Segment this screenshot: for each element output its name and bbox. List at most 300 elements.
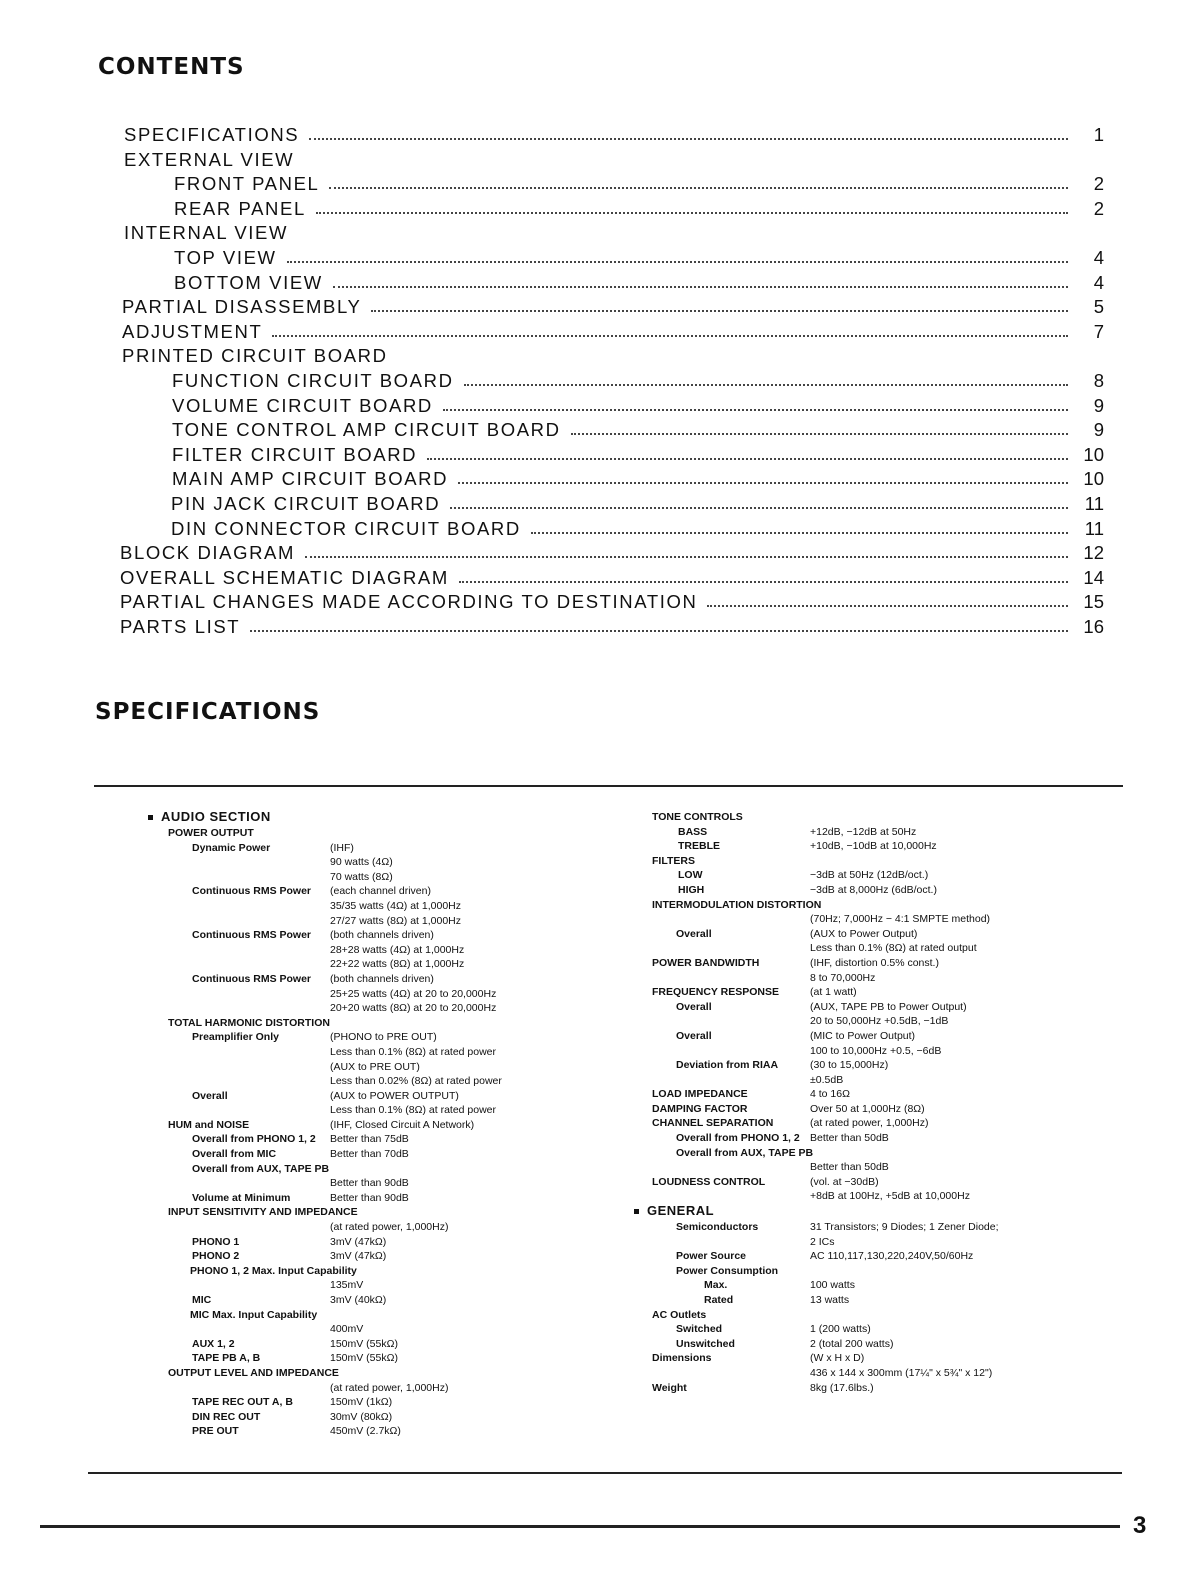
toc-entry [171, 516, 1104, 540]
spec-row [632, 1116, 1102, 1131]
spec-label-text: GENERAL [647, 1203, 715, 1219]
spec-label [192, 1293, 211, 1308]
spec-label-text: PHONO 1 [192, 1235, 240, 1248]
toc-entry [120, 565, 1104, 589]
spec-row [148, 1176, 608, 1191]
spec-label [678, 883, 704, 898]
spec-label-text: Overall from PHONO 1, 2 [192, 1133, 316, 1146]
spec-label-text: Overall from MIC [192, 1148, 277, 1161]
spec-value: (at rated power, 1,000Hz) [330, 1381, 449, 1394]
toc-entry [172, 368, 1104, 392]
spec-value: 400mV [330, 1323, 364, 1336]
spec-column-left [148, 810, 608, 1439]
spec-row [632, 1000, 1102, 1015]
bottom-divider [88, 1472, 1122, 1474]
toc-entry-page: 4 [1093, 247, 1104, 268]
spec-label [652, 810, 743, 825]
spec-label-text: CHANNEL SEPARATION [652, 1117, 774, 1130]
spec-row [148, 841, 608, 856]
spec-value: 3mV (47kΩ) [330, 1250, 387, 1263]
spec-row [148, 1308, 608, 1323]
spec-label-text: Overall from AUX, TAPE PB [192, 1162, 330, 1175]
spec-row [632, 1189, 1102, 1204]
spec-row [148, 914, 608, 929]
spec-label [168, 1366, 339, 1381]
spec-row [148, 1249, 608, 1264]
bullet-icon [148, 815, 153, 820]
toc-entry [124, 122, 1104, 146]
toc-entry-page: 1 [1093, 124, 1104, 145]
spec-row [148, 1132, 608, 1147]
spec-label [652, 1381, 687, 1396]
spec-value: 20 to 50,000Hz +0.5dB, −1dB [810, 1015, 949, 1028]
spec-row [632, 1058, 1102, 1073]
spec-value: Better than 75dB [330, 1133, 409, 1146]
toc-dot-leader [309, 137, 1068, 140]
spec-label [676, 1000, 712, 1015]
toc-entry-label: VOLUME CIRCUIT BOARD [172, 394, 433, 416]
spec-label-text: INTERMODULATION DISTORTION [652, 898, 822, 911]
spec-row [148, 1001, 608, 1016]
toc-entry-label: FUNCTION CIRCUIT BOARD [172, 370, 454, 391]
spec-row [148, 928, 608, 943]
spec-label [652, 1308, 706, 1323]
toc-entry-page: 7 [1093, 320, 1104, 342]
spec-label [168, 826, 254, 841]
toc-dot-leader [287, 260, 1068, 263]
toc-entry [120, 540, 1104, 564]
spec-label [190, 1264, 357, 1279]
spec-row [148, 1381, 608, 1396]
spec-row [148, 1089, 608, 1104]
spec-row [632, 868, 1102, 883]
spec-label [652, 1087, 748, 1102]
spec-row [148, 1074, 608, 1089]
spec-label-text: Overall [676, 1029, 712, 1042]
spec-row [148, 1410, 608, 1425]
toc-dot-leader [371, 309, 1068, 312]
spec-label-text: POWER OUTPUT [168, 827, 254, 839]
spec-label-text: LOUDNESS CONTROL [652, 1175, 766, 1188]
toc-entry-label: INTERNAL VIEW [124, 222, 289, 244]
spec-label-text: OUTPUT LEVEL AND IMPEDANCE [168, 1366, 339, 1379]
spec-row [632, 985, 1102, 1000]
spec-value: (30 to 15,000Hz) [810, 1059, 889, 1072]
bullet-icon [634, 1209, 639, 1214]
spec-label-text: Rated [704, 1294, 734, 1306]
toc-entry-label: ADJUSTMENT [122, 320, 263, 342]
spec-row [632, 1146, 1102, 1161]
toc-entry-page: 15 [1083, 591, 1104, 613]
toc-entry-page: 11 [1084, 493, 1104, 514]
toc-entry-page: 10 [1083, 443, 1104, 465]
spec-label-text: PHONO 2 [192, 1250, 240, 1263]
spec-label [676, 1264, 778, 1279]
spec-label [192, 1191, 290, 1206]
spec-label [676, 927, 712, 942]
spec-row [148, 943, 608, 958]
spec-value: 22+22 watts (8Ω) at 1,000Hz [330, 958, 465, 971]
spec-row [148, 1293, 608, 1308]
spec-label-text: Overall from PHONO 1, 2 [676, 1132, 800, 1145]
spec-label-text: Volume at Minimum [192, 1191, 291, 1204]
toc-entry-page: 12 [1083, 542, 1104, 564]
spec-value: Over 50 at 1,000Hz (8Ω) [810, 1102, 925, 1115]
spec-label-text: DAMPING FACTOR [652, 1102, 748, 1115]
spec-value: (each channel driven) [330, 885, 431, 898]
spec-label [192, 1410, 260, 1425]
spec-row [148, 972, 608, 987]
spec-value: (MIC to Power Output) [810, 1029, 916, 1042]
toc-entry [172, 417, 1104, 441]
spec-value: (PHONO to PRE OUT) [330, 1031, 437, 1044]
toc-dot-leader [316, 211, 1068, 214]
spec-label [676, 1322, 722, 1337]
toc-entry-page: 8 [1093, 370, 1104, 391]
spec-row [632, 1029, 1102, 1044]
toc-dot-leader [450, 506, 1068, 509]
toc-entry [120, 614, 1104, 638]
spec-value: 13 watts [810, 1294, 850, 1306]
spec-label-text: Preamplifier Only [192, 1031, 279, 1044]
spec-label-text: POWER BANDWIDTH [652, 956, 760, 969]
spec-label [192, 1162, 329, 1177]
spec-label-text: Overall from AUX, TAPE PB [676, 1146, 814, 1159]
toc-entry [122, 319, 1104, 343]
toc-entry [172, 442, 1104, 466]
spec-row [148, 899, 608, 914]
spec-label-text: Semiconductors [676, 1221, 759, 1234]
spec-row [632, 1014, 1102, 1029]
spec-row [148, 1045, 608, 1060]
spec-row [632, 956, 1102, 971]
spec-label [192, 1030, 279, 1045]
spec-row [632, 810, 1102, 825]
spec-label [192, 1089, 228, 1104]
spec-row [632, 1337, 1102, 1352]
spec-label [168, 1205, 358, 1220]
spec-row [632, 1220, 1102, 1235]
toc-entry-label: OVERALL SCHEMATIC DIAGRAM [120, 566, 449, 588]
spec-label-text: DIN REC OUT [192, 1410, 261, 1423]
spec-row [632, 839, 1102, 854]
toc-entry-label: FRONT PANEL [174, 173, 320, 195]
spec-value: (AUX, TAPE PB to Power Output) [810, 1000, 967, 1013]
spec-row [148, 987, 608, 1002]
spec-value: (AUX to PRE OUT) [330, 1060, 420, 1073]
spec-value: Less than 0.1% (8Ω) at rated output [810, 942, 977, 955]
toc-entry-label: MAIN AMP CIRCUIT BOARD [172, 468, 449, 490]
spec-label [704, 1293, 733, 1308]
toc-dot-leader [333, 285, 1068, 288]
spec-row [632, 1235, 1102, 1250]
spec-row [148, 1162, 608, 1177]
spec-value: 8 to 70,000Hz [810, 971, 876, 984]
toc-dot-leader [329, 186, 1068, 189]
spec-label-text: LOW [678, 869, 703, 882]
toc-entry-label: PARTIAL DISASSEMBLY [122, 296, 362, 318]
spec-label-text: Overall [676, 927, 712, 940]
spec-label [678, 868, 703, 883]
spec-row [148, 1424, 608, 1439]
spec-row [632, 927, 1102, 942]
spec-value: 35/35 watts (4Ω) at 1,000Hz [330, 899, 461, 912]
contents-title: CONTENTS [98, 54, 245, 80]
spec-label [192, 1147, 276, 1162]
toc-entry-label: EXTERNAL VIEW [124, 148, 295, 170]
spec-row [148, 1030, 608, 1045]
spec-value: 100 to 10,000Hz +0.5, −6dB [810, 1044, 942, 1057]
spec-label [192, 1132, 316, 1147]
spec-label-text: HUM and NOISE [168, 1118, 250, 1131]
toc-entry-page: 14 [1083, 566, 1104, 588]
spec-row [632, 971, 1102, 986]
toc-entry-page: 16 [1083, 616, 1104, 637]
spec-label [190, 1308, 317, 1323]
spec-label-text: Power Consumption [676, 1264, 779, 1277]
spec-row [148, 1147, 608, 1162]
spec-row [148, 1235, 608, 1250]
spec-label [652, 1351, 712, 1366]
spec-label-text: AC Outlets [652, 1308, 707, 1321]
spec-value: (vol. at −30dB) [810, 1175, 879, 1188]
spec-label [652, 1116, 773, 1131]
spec-row [632, 1278, 1102, 1293]
spec-label [676, 1249, 746, 1264]
spec-label-text: Max. [704, 1279, 728, 1292]
spec-label [652, 985, 779, 1000]
spec-value: 436 x 144 x 300mm (17¼" x 5¾" x 12") [810, 1366, 993, 1379]
spec-label [676, 1220, 758, 1235]
spec-row [148, 855, 608, 870]
spec-value: 2 ICs [810, 1235, 835, 1248]
toc-entry-label: TONE CONTROL AMP CIRCUIT BOARD [172, 419, 561, 441]
spec-row [632, 1351, 1102, 1366]
spec-row [148, 884, 608, 899]
spec-value: 20+20 watts (8Ω) at 20 to 20,000Hz [330, 1002, 497, 1015]
spec-row [148, 1366, 608, 1381]
spec-label [192, 928, 311, 943]
spec-row [632, 1308, 1102, 1323]
spec-label-text: LOAD IMPEDANCE [652, 1088, 748, 1101]
spec-label-text: FREQUENCY RESPONSE [652, 986, 779, 999]
spec-value: 150mV (55kΩ) [330, 1352, 398, 1365]
spec-value: 135mV [330, 1279, 364, 1292]
spec-label [652, 854, 695, 869]
spec-row [632, 1264, 1102, 1279]
spec-label-text: INPUT SENSITIVITY AND IMPEDANCE [168, 1206, 358, 1219]
toc-entry [174, 270, 1104, 294]
spec-label [192, 1249, 239, 1264]
toc-entry [122, 294, 1104, 318]
spec-label-text: Dimensions [652, 1352, 712, 1365]
spec-value: AC 110,117,130,220,240V,50/60Hz [810, 1250, 974, 1263]
spec-label-text: Continuous RMS Power [192, 929, 311, 942]
spec-row [632, 883, 1102, 898]
toc-entry-label: DIN CONNECTOR CIRCUIT BOARD [171, 517, 521, 539]
spec-value: (W x H x D) [810, 1352, 865, 1365]
toc-dot-leader [707, 604, 1068, 607]
spec-label-text: FILTERS [652, 854, 695, 867]
spec-value: Better than 50dB [810, 1132, 889, 1145]
toc-entry-page: 2 [1093, 173, 1104, 195]
spec-row [148, 1322, 608, 1337]
toc-entry [174, 171, 1104, 195]
spec-label-text: TREBLE [678, 840, 720, 853]
spec-value: 31 Transistors; 9 Diodes; 1 Zener Diode; [810, 1221, 999, 1234]
spec-row [148, 1191, 608, 1206]
spec-value: 25+25 watts (4Ω) at 20 to 20,000Hz [330, 987, 497, 1000]
spec-value: 150mV (1kΩ) [330, 1396, 393, 1409]
spec-row [632, 1131, 1102, 1146]
spec-value: Better than 90dB [330, 1191, 409, 1204]
spec-value: 150mV (55kΩ) [330, 1337, 398, 1350]
spec-label-text: TAPE REC OUT A, B [192, 1396, 293, 1409]
spec-value: 8kg (17.6lbs.) [810, 1381, 874, 1394]
toc-dot-leader [464, 383, 1068, 386]
spec-value: Better than 50dB [810, 1161, 889, 1174]
toc-entry [172, 393, 1104, 417]
spec-label [192, 884, 311, 899]
spec-row [148, 1118, 608, 1133]
toc-entry-label: REAR PANEL [174, 197, 306, 219]
spec-value: (AUX to Power Output) [810, 927, 918, 940]
toc-entry-page: 9 [1093, 419, 1104, 441]
spec-label [704, 1278, 727, 1293]
toc-entry-label: BLOCK DIAGRAM [120, 542, 295, 564]
toc-entry [174, 245, 1104, 269]
spec-row [148, 826, 608, 841]
spec-row [632, 825, 1102, 840]
spec-row [632, 1249, 1102, 1264]
spec-label [192, 1235, 239, 1250]
spec-label-text: TAPE PB A, B [192, 1352, 261, 1365]
toc-entry [172, 466, 1104, 490]
spec-label [192, 1351, 260, 1366]
spec-value: (AUX to POWER OUTPUT) [330, 1089, 459, 1102]
spec-value: (at rated power, 1,000Hz) [810, 1117, 929, 1130]
toc-entry [124, 147, 1104, 171]
spec-label [192, 1424, 239, 1439]
spec-row [632, 1160, 1102, 1175]
spec-label [678, 839, 720, 854]
spec-value: 450mV (2.7kΩ) [330, 1425, 401, 1438]
spec-label-text: MIC [192, 1294, 212, 1306]
spec-value: (both channels driven) [330, 929, 434, 942]
spec-value: (both channels driven) [330, 972, 434, 985]
spec-row [148, 1205, 608, 1220]
toc-entry-page: 9 [1093, 394, 1104, 416]
spec-row [148, 1395, 608, 1410]
spec-label-text: Unswitched [676, 1337, 735, 1350]
spec-label [676, 1058, 778, 1073]
spec-column-right [632, 810, 1102, 1395]
table-of-contents [0, 0, 1199, 660]
toc-dot-leader [531, 531, 1068, 534]
spec-value: Less than 0.02% (8Ω) at rated power [330, 1075, 502, 1088]
spec-row [148, 957, 608, 972]
toc-entry [124, 220, 1104, 244]
spec-label-text: AUX 1, 2 [192, 1337, 235, 1350]
spec-row [632, 1204, 1102, 1220]
toc-entry-label: PARTIAL CHANGES MADE ACCORDING TO DESTINATION [120, 591, 698, 613]
spec-label [652, 898, 821, 913]
spec-label [652, 956, 759, 971]
spec-value: 90 watts (4Ω) [330, 856, 393, 869]
spec-value: (at 1 watt) [810, 986, 857, 999]
spec-row [632, 854, 1102, 869]
spec-label [192, 972, 311, 987]
spec-value: (IHF, distortion 0.5% const.) [810, 956, 939, 969]
spec-row [148, 870, 608, 885]
spec-value: Less than 0.1% (8Ω) at rated power [330, 1104, 497, 1117]
toc-entry-label: BOTTOM VIEW [174, 271, 323, 293]
spec-label [168, 1118, 249, 1133]
spec-label-text: BASS [678, 825, 708, 838]
spec-row [632, 1293, 1102, 1308]
toc-entry [122, 343, 1104, 367]
spec-label-text: TOTAL HARMONIC DISTORTION [168, 1016, 330, 1029]
spec-value: 27/27 watts (8Ω) at 1,000Hz [330, 914, 461, 927]
toc-entry [174, 196, 1104, 220]
spec-value: 4 to 16Ω [810, 1088, 850, 1101]
toc-entry-label: SPECIFICATIONS [124, 124, 300, 145]
spec-value: +8dB at 100Hz, +5dB at 10,000Hz [810, 1190, 970, 1203]
spec-value: 1 (200 watts) [810, 1323, 871, 1336]
spec-value: Better than 90dB [330, 1177, 409, 1190]
spec-label-text: PRE OUT [192, 1425, 239, 1438]
spec-label-text: Dynamic Power [192, 841, 271, 854]
toc-dot-leader [458, 481, 1068, 484]
toc-entry-page: 10 [1083, 468, 1104, 490]
spec-row [632, 941, 1102, 956]
spec-row [148, 1220, 608, 1235]
spec-label [168, 1016, 330, 1031]
spec-value: 3mV (40kΩ) [330, 1294, 387, 1306]
toc-entry-page: 5 [1093, 296, 1104, 318]
spec-label-text: Weight [652, 1381, 687, 1394]
spec-row [148, 1060, 608, 1075]
spec-row [632, 898, 1102, 913]
spec-label-text: AUDIO SECTION [161, 809, 271, 824]
toc-entry-label: FILTER CIRCUIT BOARD [172, 443, 418, 465]
spec-label-text: PHONO 1, 2 Max. Input Capability [190, 1264, 357, 1277]
spec-value: 30mV (80kΩ) [330, 1410, 393, 1423]
spec-row [148, 1351, 608, 1366]
page-number: 3 [1133, 1512, 1147, 1539]
spec-value: +10dB, −10dB at 10,000Hz [810, 840, 937, 853]
spec-row [632, 1044, 1102, 1059]
toc-entry [171, 491, 1104, 515]
spec-section-title [634, 1204, 714, 1219]
toc-entry-label: TOP VIEW [174, 247, 277, 268]
spec-row [632, 912, 1102, 927]
spec-value: 100 watts [810, 1279, 855, 1292]
spec-value: 28+28 watts (4Ω) at 1,000Hz [330, 943, 465, 956]
spec-row [148, 1278, 608, 1293]
spec-label [676, 1029, 712, 1044]
spec-label [192, 841, 270, 856]
spec-value: −3dB at 8,000Hz (6dB/oct.) [810, 883, 937, 896]
toc-entry-label: PIN JACK CIRCUIT BOARD [171, 493, 441, 514]
spec-label-text: Deviation from RIAA [676, 1059, 779, 1072]
spec-row [632, 1322, 1102, 1337]
spec-label [678, 825, 707, 840]
spec-label-text: MIC Max. Input Capability [190, 1308, 318, 1321]
spec-value: (70Hz; 7,000Hz − 4:1 SMPTE method) [810, 913, 991, 926]
spec-value: 2 (total 200 watts) [810, 1337, 894, 1350]
spec-value: +12dB, −12dB at 50Hz [810, 825, 917, 838]
